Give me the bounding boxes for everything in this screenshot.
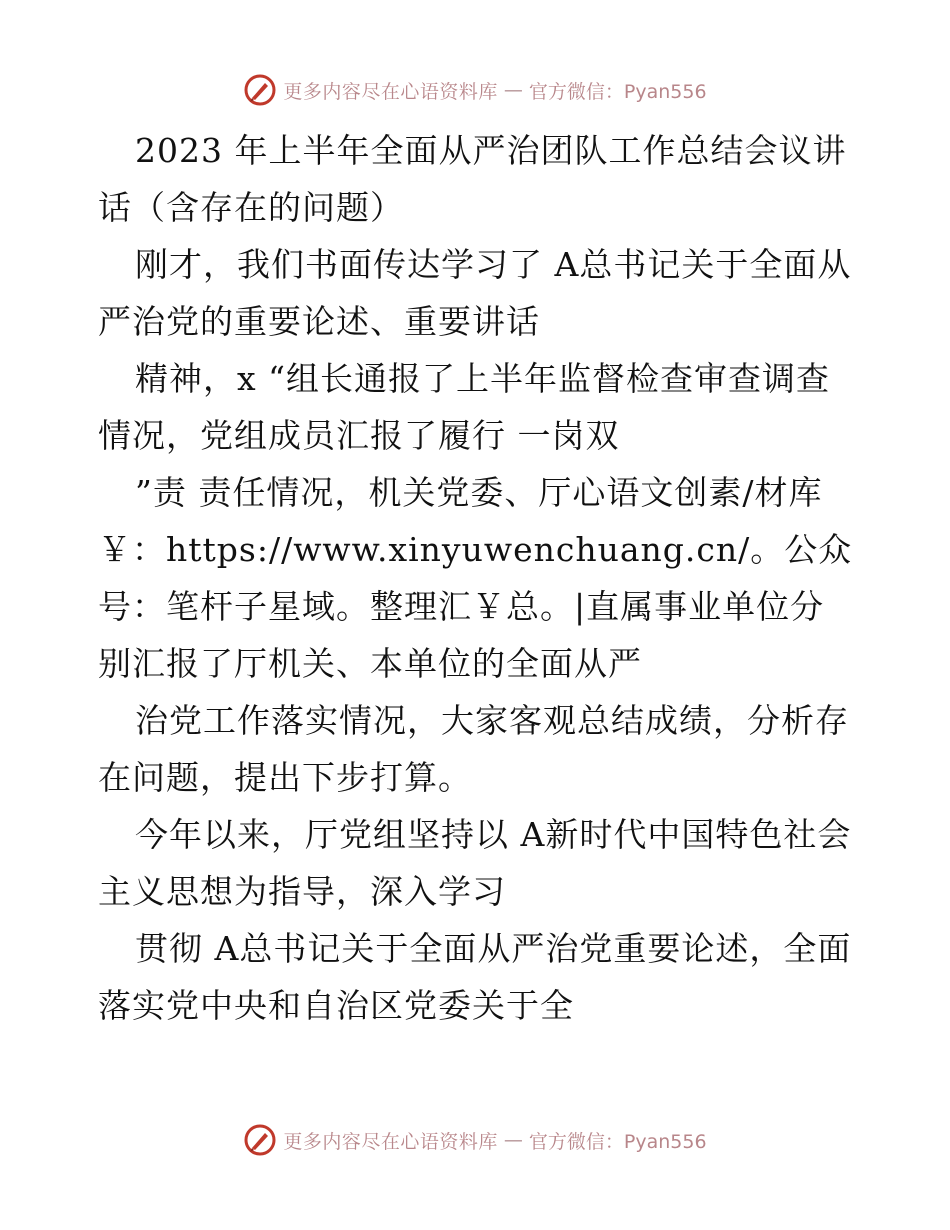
header-banner-wechat: 官方微信：Pyan556 [528, 80, 707, 103]
paragraph: 精神，x “组长通报了上半年监督检查审查调查情况，党组成员汇报了履行 一岗双 [98, 359, 830, 455]
header-banner [0, 70, 950, 110]
paragraph: 今年以来，厅党组坚持以 A新时代中国特色社会主义思想为指导，深入学习 [98, 815, 852, 911]
document-title: 2023 年上半年全面从严治团队工作总结会议讲话（含存在的问题） [98, 131, 847, 227]
footer-banner-wechat: 官方微信：Pyan556 [528, 1130, 707, 1153]
header-banner-text: 更多内容尽在心语资料库 [283, 80, 498, 103]
pen-logo-icon [243, 1123, 277, 1157]
footer-banner [0, 1120, 950, 1160]
paragraph: 治党工作落实情况，大家客观总结成绩，分析存在问题，提出下步打算。 [98, 701, 849, 797]
paragraph: 刚才，我们书面传达学习了 A总书记关于全面从严治党的重要论述、重要讲话 [98, 245, 852, 341]
paragraph: ”责 责任情况，机关党委、厅心语文创素/材库￥：https://www.xinyuwenchuang.cn/。公众号：笔杆子星域。整理汇￥总。|直属事业单位分别汇报了厅机关、本单位的全面从严 [98, 473, 853, 683]
pen-logo-icon [243, 73, 277, 107]
header-banner-separator: — [503, 79, 523, 101]
document-body [98, 122, 858, 1034]
paragraph: 贯彻 A总书记关于全面从严治党重要论述，全面落实党中央和自治区党委关于全 [98, 929, 852, 1025]
footer-banner-separator: — [503, 1129, 523, 1151]
footer-banner-text: 更多内容尽在心语资料库 [283, 1130, 498, 1153]
